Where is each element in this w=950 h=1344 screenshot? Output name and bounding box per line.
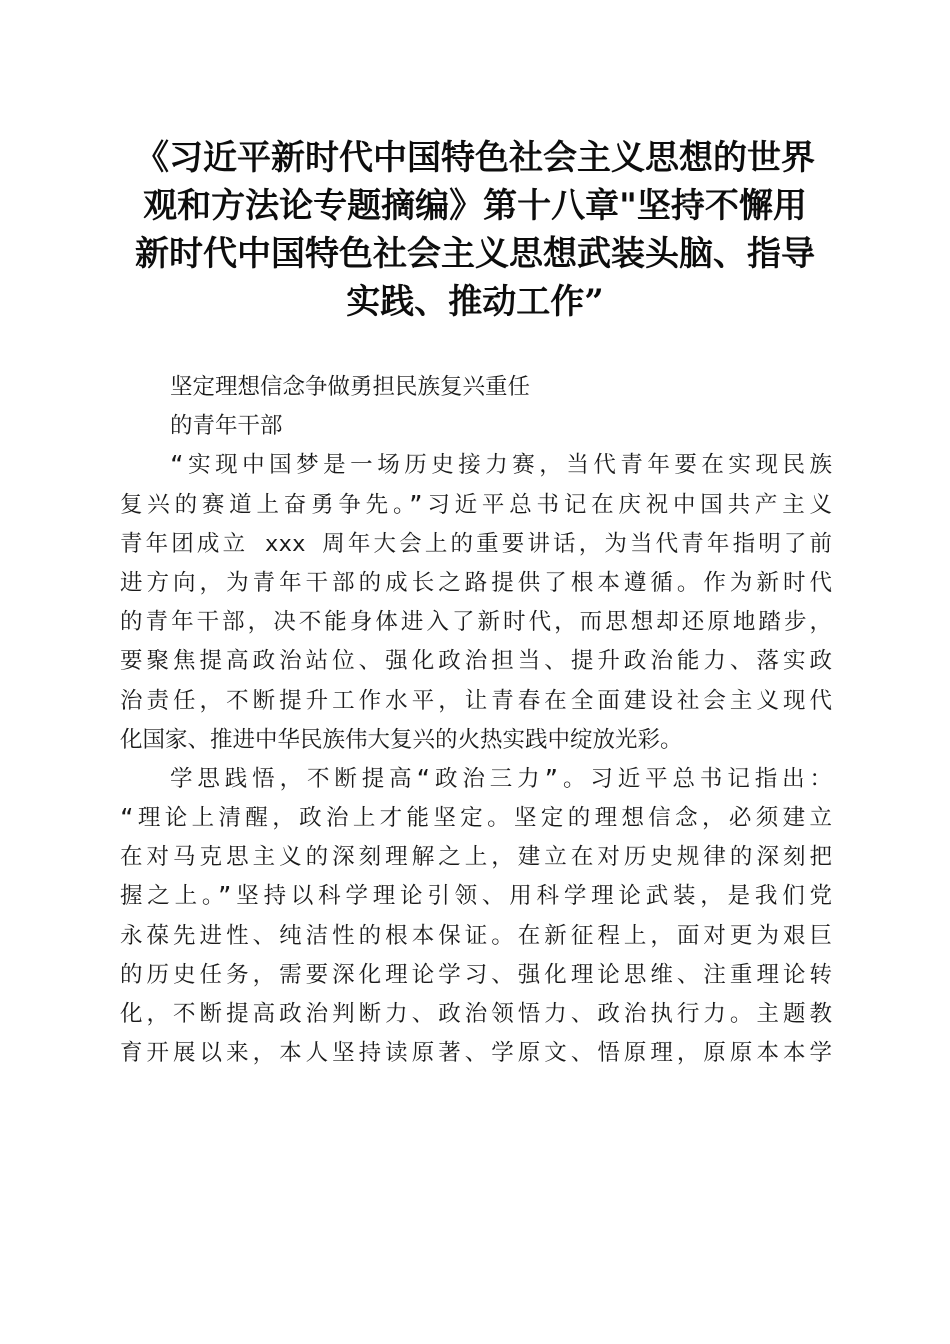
paragraph-line: 进方向，为青年干部的成长之路提供了根本遵循。作为新时代 [120, 569, 832, 596]
title-line: 《习近平新时代中国特色社会主义思想的世界 [135, 138, 815, 178]
paragraph-line: 复兴的赛道上奋勇争先。”习近平总书记在庆祝中国共产主义 [120, 491, 832, 518]
title-line: 实践、推动工作” [346, 282, 604, 322]
paragraph-line: 青年团成立 xxx 周年大会上的重要讲话，为当代青年指明了前 [120, 530, 832, 557]
paragraph-line: 育开展以来，本人坚持读原著、学原文、悟原理，原原本本学 [120, 1040, 832, 1067]
subtitle-line: 坚定理想信念争做勇担民族复兴重任 [170, 374, 531, 400]
paragraph-line: 学思践悟，不断提高“政治三力”。习近平总书记指出： [170, 765, 832, 792]
paragraph-line: 握之上。”坚持以科学理论引领、用科学理论武装，是我们党 [120, 883, 832, 910]
document-title [112, 134, 838, 326]
subtitle [120, 368, 832, 446]
paragraph-line: “理论上清醒，政治上才能坚定。坚定的理想信念，必须建立 [120, 805, 832, 832]
subtitle-line: 的青年干部 [170, 413, 283, 440]
paragraph-line: 化，不断提高政治判断力、政治领悟力、政治执行力。主题教 [120, 1001, 832, 1027]
paragraph-line: 要聚焦提高政治站位、强化政治担当、提升政治能力、落实政 [120, 648, 832, 675]
paragraph-line: 的历史任务，需要深化理论学习、强化理论思维、注重理论转 [120, 961, 832, 988]
paragraph-line: “实现中国梦是一场历史接力赛，当代青年要在实现民族 [170, 452, 832, 479]
paragraph-line: 治责任，不断提升工作水平，让青春在全面建设社会主义现代 [120, 687, 832, 714]
title-line: 新时代中国特色社会主义思想武装头脑、指导 [135, 234, 815, 274]
paragraph-line: 永葆先进性、纯洁性的根本保证。在新征程上，面对更为艰巨 [120, 922, 832, 949]
title-line: 观和方法论专题摘编》第十八章"坚持不懈用 [143, 186, 807, 226]
paragraph-line: 的青年干部，决不能身体进入了新时代，而思想却还原地踏步， [120, 609, 832, 636]
paragraph-2 [120, 760, 832, 1074]
paragraph-line: 在对马克思主义的深刻理解之上，建立在对历史规律的深刻把 [120, 844, 832, 871]
document-body [120, 368, 832, 1073]
paragraph-line: 化国家、推进中华民族伟大复兴的火热实践中绽放光彩。 [120, 726, 683, 753]
paragraph-1 [120, 446, 832, 760]
